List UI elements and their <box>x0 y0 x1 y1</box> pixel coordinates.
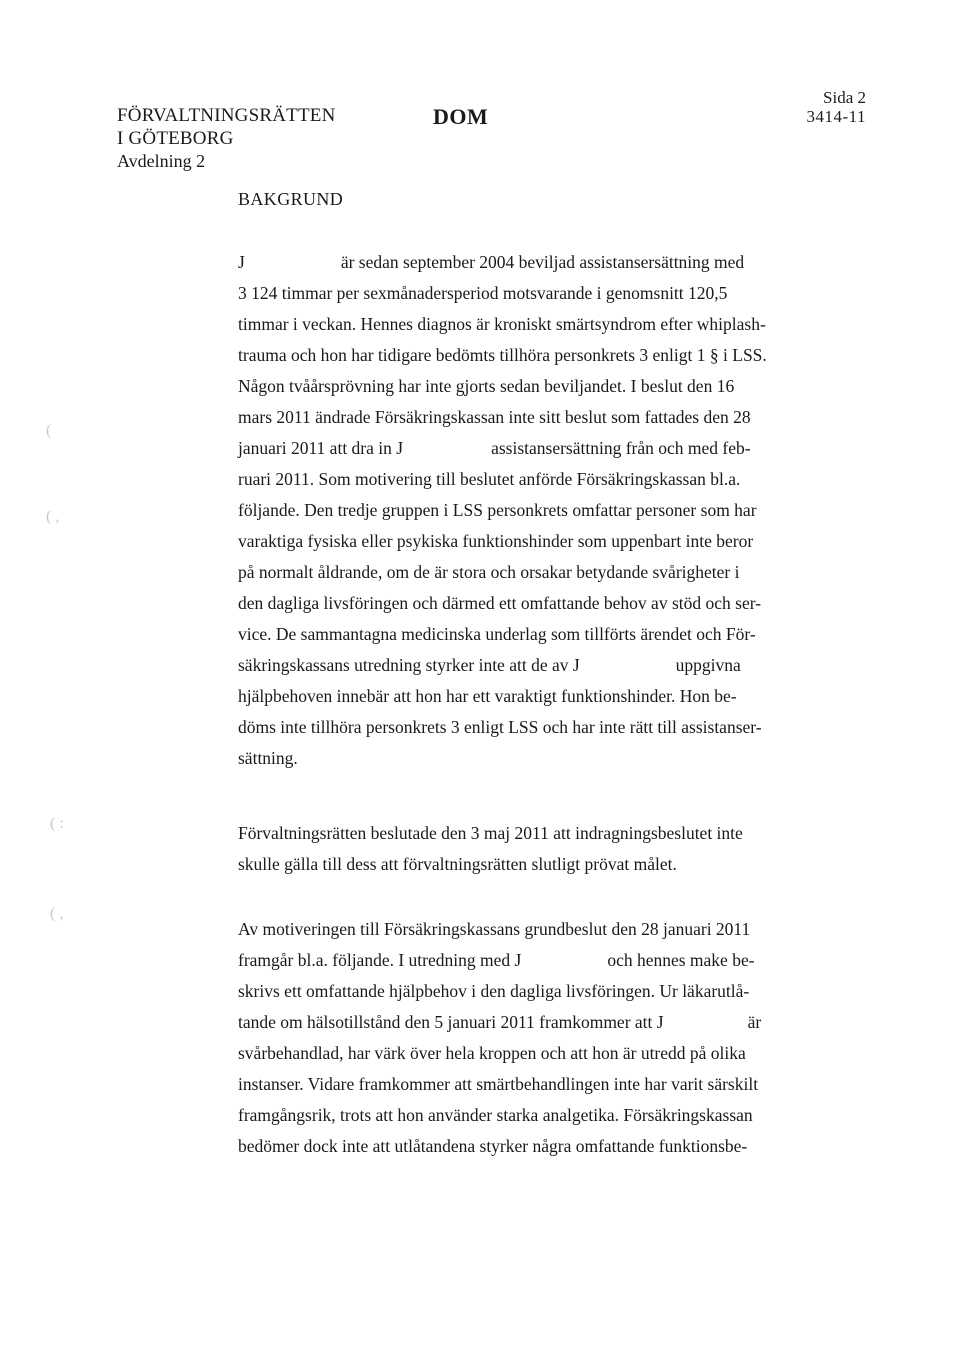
text-segment: januari 2011 att dra in J <box>238 438 404 458</box>
scan-artifact-mark: ( : <box>50 815 64 832</box>
court-name <box>117 104 336 150</box>
paragraph-motivation <box>238 914 798 1162</box>
text-line: varaktiga fysiska eller psykiska funktionshinder som uppenbart inte beror <box>238 531 754 551</box>
text-segment: tande om hälsotillstånd den 5 januari 2011 framkommer att J <box>238 1012 664 1032</box>
text-line: skulle gälla till dess att förvaltningsrätten slutligt prövat målet. <box>238 854 677 874</box>
scan-artifact-mark: ( <box>46 422 52 439</box>
paragraph-court-decision <box>238 818 798 880</box>
text-line: sättning. <box>238 748 298 768</box>
text-line: den dagliga livsföringen och därmed ett omfattande behov av stöd och ser- <box>238 593 762 613</box>
text-line <box>238 247 798 278</box>
scan-artifact-mark: ( , <box>50 905 64 922</box>
document-title: DOM <box>433 104 489 129</box>
text-line: instanser. Vidare framkommer att smärtbehandlingen inte har varit särskilt <box>238 1074 759 1094</box>
section-heading: BAKGRUND <box>238 189 344 209</box>
text-line <box>238 1007 798 1038</box>
text-line <box>238 433 798 464</box>
text-segment: uppgivna <box>675 655 741 675</box>
text-line: ruari 2011. Som motivering till beslutet anförde Försäkringskassan bl.a. <box>238 469 741 489</box>
text-line: mars 2011 ändrade Försäkringskassan inte sitt beslut som fattades den 28 <box>238 407 751 427</box>
text-line: på normalt åldrande, om de är stora och orsakar betydande svårigheter i <box>238 562 740 582</box>
text-line: framgångsrik, trots att hon använder starka analgetika. Försäkringskassan <box>238 1105 753 1125</box>
text-line: timmar i veckan. Hennes diagnos är kroniskt smärtsyndrom efter whiplash- <box>238 314 766 334</box>
text-line: Någon tvåårsprövning har inte gjorts sedan beviljandet. I beslut den 16 <box>238 376 735 396</box>
scan-artifact-mark: ( , <box>46 508 60 525</box>
text-line <box>238 945 798 976</box>
text-line: skrivs ett omfattande hjälpbehov i den dagliga livsföringen. Ur läkarutlå- <box>238 981 750 1001</box>
text-line: döms inte tillhöra personkrets 3 enligt LSS och har inte rätt till assistanser- <box>238 717 762 737</box>
text-line: Förvaltningsrätten beslutade den 3 maj 2011 att indragningsbeslutet inte <box>238 823 743 843</box>
text-segment: är sedan september 2004 beviljad assistansersättning med <box>340 252 745 272</box>
court-name-line1: FÖRVALTNINGSRÄTTEN <box>117 105 336 126</box>
text-line <box>238 650 798 681</box>
text-segment: är <box>747 1012 762 1032</box>
text-line: 3 124 timmar per sexmånadersperiod motsvarande i genomsnitt 120,5 <box>238 283 728 303</box>
text-segment: framgår bl.a. följande. I utredning med J <box>238 950 522 970</box>
text-line: trauma och hon har tidigare bedömts tillhöra personkrets 3 enligt 1 § i LSS. <box>238 345 767 365</box>
text-line: hjälpbehoven innebär att hon har ett varaktigt funktionshinder. Hon be- <box>238 686 737 706</box>
text-line: vice. De sammantagna medicinska underlag som tillförts ärendet och För- <box>238 624 756 644</box>
case-number: 3414-11 <box>806 107 866 126</box>
court-name-line2: I GÖTEBORG <box>117 128 234 149</box>
text-line: bedömer dock inte att utlåtandena styrker några omfattande funktionsbe- <box>238 1136 748 1156</box>
paragraph-background <box>238 247 798 774</box>
text-line: följande. Den tredje gruppen i LSS personkrets omfattar personer som har <box>238 500 757 520</box>
text-line: svårbehandlad, har värk över hela kroppen och att hon är utredd på olika <box>238 1043 746 1063</box>
page-number: Sida 2 <box>823 88 866 107</box>
text-segment: och hennes make be- <box>607 950 755 970</box>
text-line: Av motiveringen till Försäkringskassans grundbeslut den 28 januari 2011 <box>238 919 751 939</box>
department: Avdelning 2 <box>117 151 206 171</box>
redacted-name: J <box>238 252 245 272</box>
text-segment: assistansersättning från och med feb- <box>491 438 751 458</box>
text-segment: säkringskassans utredning styrker inte att de av J <box>238 655 580 675</box>
